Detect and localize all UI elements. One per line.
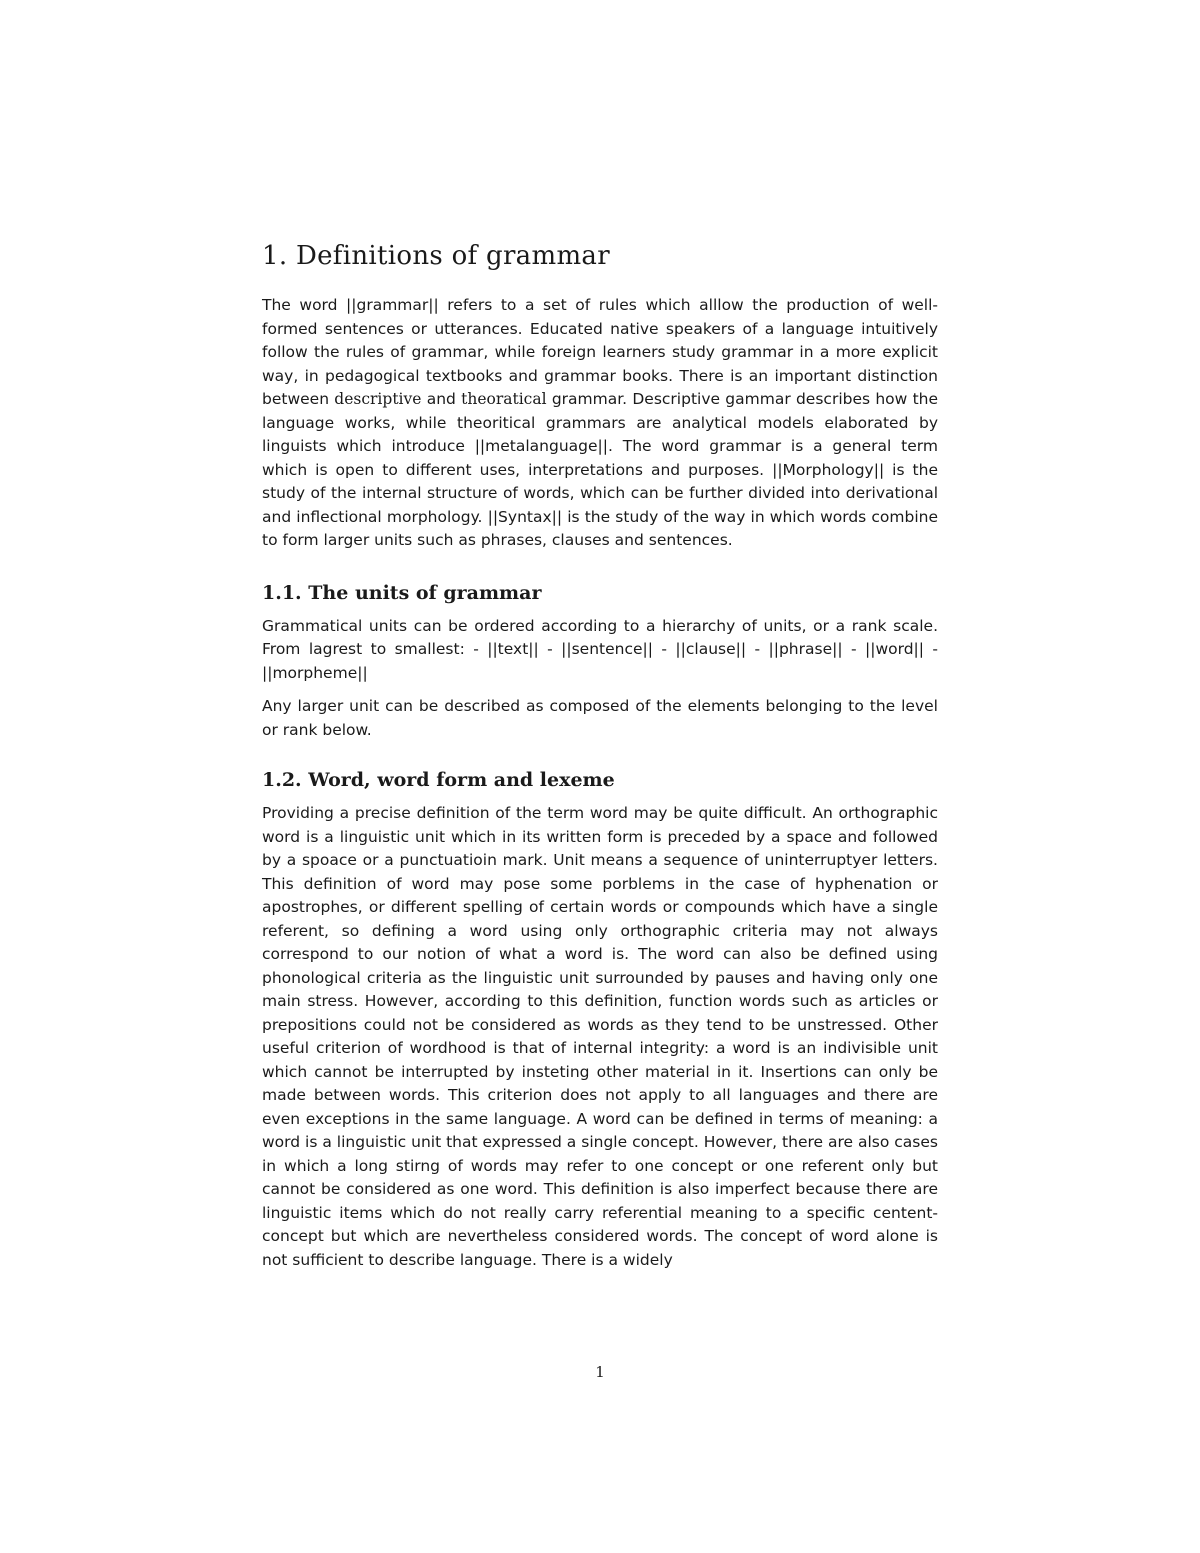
term-theoratical: theoratical <box>461 390 547 408</box>
word-paragraph: Providing a precise definition of the term word may be quite difficult. An orthographic word is a linguistic unit which in its written form is preceded by a space and followed by a spoace or a punctuatioin mark. Unit means a sequence of uninterruptyer letters. This definition of word may pose some porblems in the case of hyphenation or apostrophes, or different spelling of certain words or compounds which have a single referent, so defining a word using only orthographic criteria may not always correspond to our notion of what a word is. The word can also be defined using phonological criteria as the linguistic unit surrounded by pauses and having only one main stress. However, according to this definition, function words such as articles or prepositions could not be considered as words as they tend to be unstressed. Other useful criterion of wordhood is that of internal integrity: a word is an indivisible unit which cannot be interrupted by insteting other material in it. Insertions can only be made between words. This criterion does not apply to all languages and there are even exceptions in the same language. A word can be defined in terms of meaning: a word is a linguistic unit that expressed a single concept. However, there are also cases in which a long stirng of words may refer to one concept or one referent only but cannot be considered as one word. This definition is also imperfect because there are linguistic items which do not really carry referential meaning to a specific centent-concept but which are nevertheless considered words. The concept of word alone is not sufficient to describe language. There is a widely <box>262 804 938 1269</box>
paragraph-text-part-2: and <box>421 390 462 408</box>
page-number: 1 <box>595 1363 605 1381</box>
units-paragraph-1: Grammatical units can be ordered according to a hierarchy of units, or a rank scale. From lagrest to smallest: - ||text|| - ||sentence|| - ||clause|| - ||phrase|| - ||word|| - ||morpheme|| <box>262 616 938 682</box>
section-title: 1. Definitions of grammar <box>262 241 610 271</box>
term-descriptive: descriptive <box>334 390 422 408</box>
subsection-title-units: 1.1. The units of grammar <box>262 581 542 604</box>
section-paragraph <box>262 294 938 553</box>
spacer <box>262 742 938 766</box>
paragraph-text-part-3: grammar. Descriptive gammar describes how the language works, while theoritical grammars are analytical models elaborated by linguists which introduce ||metalanguage||. The word grammar is a general term which is open to different uses, interpretations and purposes. ||Morphology|| is the study of the internal structure of words, which can be further divided into derivational and inflectional morphology. ||Syntax|| is the study of the way in which words combine to form larger units such as phrases, clauses and sentences. <box>262 390 939 549</box>
spacer <box>262 553 938 579</box>
document-page <box>262 238 938 1272</box>
units-paragraph-2: Any larger unit can be described as composed of the elements belonging to the level or rank below. <box>262 697 938 739</box>
paragraph-text-part-1: The word ||grammar|| refers to a set of rules which alllow the production of well-formed sentences or utterances. Educated native speakers of a language intuitively follow the rules of grammar, while foreign learners study grammar in a more explicit way, in pedagogical textbooks and grammar books. There is an important distinction between <box>262 296 938 408</box>
subsection-title-word: 1.2. Word, word form and lexeme <box>262 769 615 791</box>
